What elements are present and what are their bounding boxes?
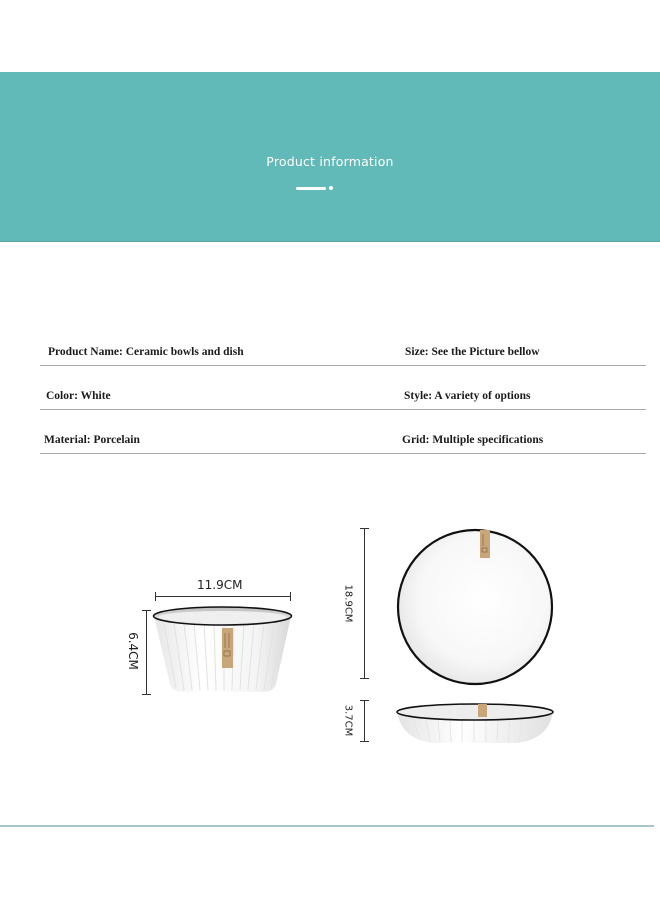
spec-row [40,322,646,366]
banner-title: Product information [266,154,394,169]
spec-product-name: Product Name: Ceramic bowls and dish [48,346,244,358]
row-divider [40,453,646,454]
spec-color: Color: White [46,390,111,402]
spec-grid: Grid: Multiple specifications [402,434,544,446]
spec-row [40,366,646,410]
bowl-image [150,604,295,696]
spec-size: Size: See the Picture bellow [405,346,540,358]
dish-diameter-label: 18.9CM [342,584,354,623]
product-info-banner [0,72,660,242]
dish-diameter-dimension-line [364,528,365,679]
spec-style: Style: A variety of options [404,390,531,402]
indicator-dash [296,187,326,190]
bowl-height-label: 6.4CM [125,632,140,670]
spec-row [40,410,646,454]
dimension-tick [360,741,369,742]
dash-dot-icon [296,186,333,190]
bowl-width-label: 11.9CM [197,578,243,592]
bowl-width-dimension-line [155,596,291,597]
dish-height-label: 3.7CM [342,704,354,737]
dimension-tick [290,592,291,601]
dish-side-view-image [394,700,556,746]
footer-divider [0,825,654,827]
spec-material: Material: Porcelain [44,434,140,446]
indicator-dot [329,186,333,190]
dimension-tick [155,592,156,601]
dimension-tick [360,678,369,679]
dish-height-dimension-line [364,700,365,742]
bowl-height-dimension-line [146,610,147,695]
dimension-tick [360,700,369,701]
dish-top-view-image [394,526,556,688]
dimension-tick [360,528,369,529]
